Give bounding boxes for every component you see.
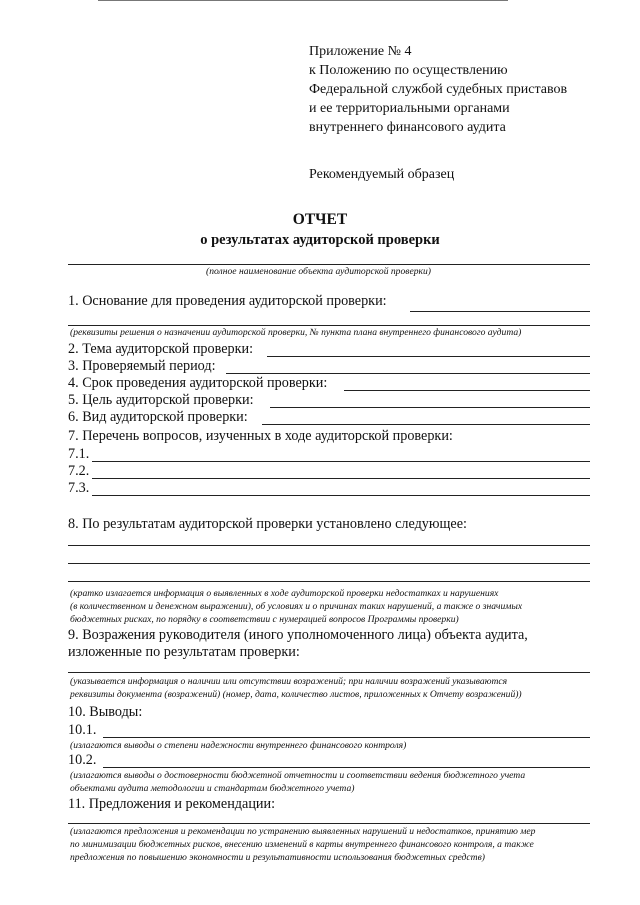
item-7-1-label: 7.1.	[68, 446, 90, 462]
item-11-note-1: (излагаются предложения и рекомендации по устранению выявленных нарушений и недостатков, принятию мер	[70, 826, 536, 837]
item-2-field	[267, 356, 590, 357]
item-6-field	[262, 424, 590, 425]
item-8-note-1: (кратко излагается информация о выявленных в ходе аудиторской проверки недостатках и нарушениях	[70, 588, 499, 599]
item-6-label: 6. Вид аудиторской проверки:	[68, 409, 248, 425]
item-8-field-2	[68, 563, 590, 564]
item-3-label: 3. Проверяемый период:	[68, 358, 216, 374]
item-8-field-3	[68, 581, 590, 582]
item-4-label: 4. Срок проведения аудиторской проверки:	[68, 375, 328, 391]
item-8-note-3: бюджетных рисках, по порядку в соответствии с нумерацией вопросов Программы проверки)	[70, 614, 459, 625]
object-name-line	[68, 264, 590, 265]
item-7-2-field	[92, 478, 590, 479]
scan-top-edge	[98, 0, 508, 1]
item-10-2-label: 10.2.	[68, 752, 97, 768]
item-10-2-note-2: объектами аудита методологии и стандартам бюджетного учета)	[70, 783, 355, 794]
item-11-note-2: по минимизации бюджетных рисков, внесению изменений в карты внутреннего финансового контроля, а также	[70, 839, 534, 850]
item-8-label: 8. По результатам аудиторской проверки установлено следующее:	[68, 516, 467, 532]
item-9-field	[68, 672, 590, 673]
object-name-note: (полное наименование объекта аудиторской проверки)	[206, 266, 431, 277]
item-1-label: 1. Основание для проведения аудиторской проверки:	[68, 293, 387, 309]
page-title: ОТЧЕТ	[292, 211, 348, 228]
item-10-1-note: (излагаются выводы о степени надежности внутреннего финансового контроля)	[70, 740, 407, 751]
item-2-label: 2. Тема аудиторской проверки:	[68, 341, 254, 357]
item-10-label: 10. Выводы:	[68, 704, 143, 720]
item-10-2-field	[103, 767, 590, 768]
item-10-1-label: 10.1.	[68, 722, 97, 738]
item-9-label-2: изложенные по результатам проверки:	[68, 644, 300, 660]
item-1-field-2	[68, 325, 590, 326]
item-11-note-3: предложения по повышению экономности и результативности использования бюджетных средств)	[70, 852, 485, 863]
item-9-label-1: 9. Возражения руководителя (иного уполномоченного лица) объекта аудита,	[68, 627, 528, 643]
item-1-field	[410, 311, 590, 312]
page-subtitle: о результатах аудиторской проверки	[200, 232, 440, 248]
appendix-line-2: к Положению по осуществлению	[309, 63, 508, 78]
item-7-3-label: 7.3.	[68, 480, 90, 496]
appendix-number: Приложение № 4	[309, 44, 412, 59]
item-9-note-1: (указывается информация о наличии или отсутствии возражений; при наличии возражений указываются	[70, 676, 508, 687]
item-9-note-2: реквизиты документа (возражений) (номер, дата, количество листов, приложенных к Отчету возражений))	[70, 689, 522, 700]
item-1-note: (реквизиты решения о назначении аудиторской проверки, № пункта плана внутреннего финансового аудита)	[70, 327, 522, 338]
item-7-3-field	[92, 495, 590, 496]
item-8-field-1	[68, 545, 590, 546]
item-7-1-field	[92, 461, 590, 462]
item-3-field	[226, 373, 590, 374]
appendix-line-4: и ее территориальными органами	[309, 101, 510, 116]
recommended-sample: Рекомендуемый образец	[309, 167, 455, 182]
item-11-label: 11. Предложения и рекомендации:	[68, 796, 276, 812]
item-7-label: 7. Перечень вопросов, изученных в ходе аудиторской проверки:	[68, 428, 453, 444]
appendix-line-3: Федеральной службой судебных приставов	[309, 82, 568, 97]
item-11-field	[68, 823, 590, 824]
item-5-label: 5. Цель аудиторской проверки:	[68, 392, 254, 408]
item-4-field	[344, 390, 590, 391]
item-10-1-field	[103, 737, 590, 738]
item-10-2-note-1: (излагаются выводы о достоверности бюджетной отчетности и соответствии ведения бюджетного учета	[70, 770, 526, 781]
item-7-2-label: 7.2.	[68, 463, 90, 479]
item-8-note-2: (в количественном и денежном выражении), об условиях и о причинах таких нарушений, а также о значимых	[70, 601, 523, 612]
appendix-line-5: внутреннего финансового аудита	[309, 120, 506, 135]
item-5-field	[270, 407, 590, 408]
